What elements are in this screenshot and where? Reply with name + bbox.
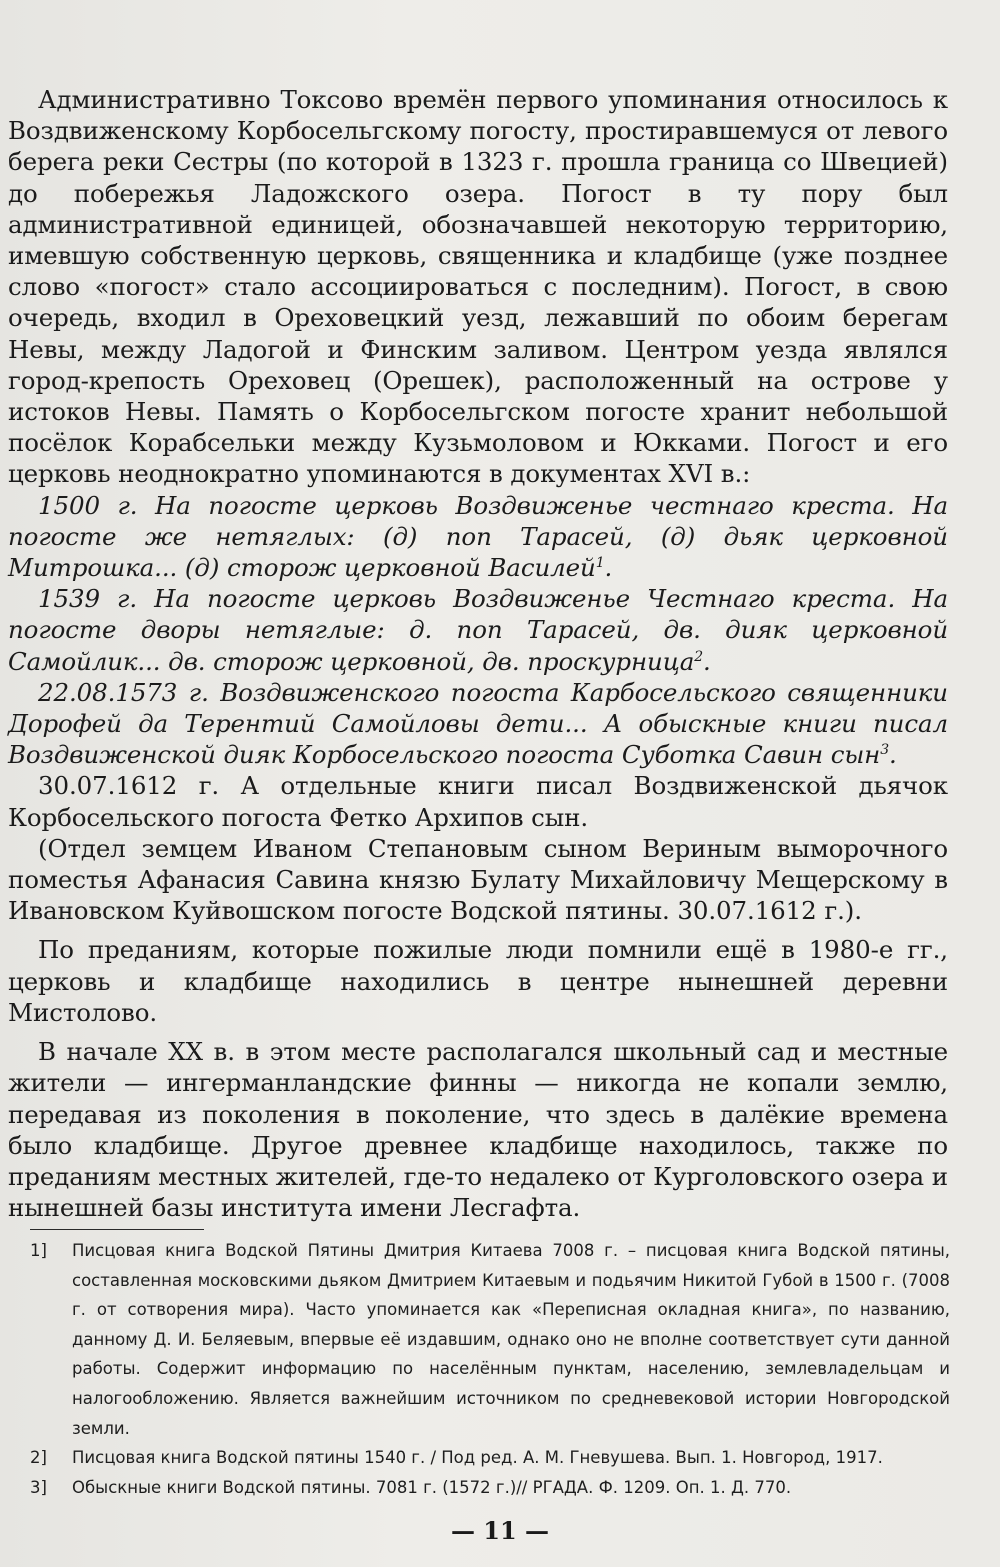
footnotes (30, 1236, 950, 1502)
footnote-text: Обыскные книги Водской пятины. 7081 г. (1572 г.)// РГАДА. Ф. 1209. Оп. 1. Д. 770. (72, 1477, 792, 1497)
footnote-3 (30, 1473, 950, 1503)
citation-1500: 1500 г. На погосте церковь Воздвиженье честнаго креста. На погосте же нетяглых: (д) поп Тарасей, (д) дьяк церковной Митрошка... (д) сторож церковной Василей$^1$. (8, 490, 948, 583)
footnote-number: 1] (30, 1241, 47, 1260)
citation-text: 1539 г. На погосте церковь Воздвиженье Честнаго креста. На погосте дворы нетяглые: д. поп Тарасей, дв. дияк церковной Самойлик... дв. сторож церковной, дв. проскурница (8, 584, 948, 676)
main-text (8, 84, 948, 1223)
footnote-text: Писцовая книга Водской Пятины Дмитрия Китаева 7008 г. – писцовая книга Водской пятины, составленная московскими дьяком Дмитрием Китаевым и подьячим Никитой Губой в 1500 г. (7008 г. от сотворения мира). Часто упоминается как «Переписная окладная книга», по названию, данному Д. И. Беляевым, впервые её издавшим, однако оно не вполне соответствует сути данной работы. Содержит информацию по населённым пунктам, населению, землевладельцам и налогообложению. Является важнейшим источником по средневековой истории Новгородской земли. (72, 1241, 950, 1438)
citation-1539: 1539 г. На погосте церковь Воздвиженье Честнаго креста. На погосте дворы нетяглые: д. поп Тарасей, дв. дияк церковной Самойлик... дв. сторож церковной, дв. проскурница$^2$. (8, 584, 948, 676)
footnote-number: 2] (30, 1448, 47, 1468)
footnote-ref: 3 (880, 742, 890, 759)
citation-1573 (8, 677, 948, 771)
spacer (8, 926, 948, 934)
page-number: — 11 — (450, 1516, 550, 1545)
citation-end: . (889, 740, 897, 770)
spacer (8, 1028, 948, 1036)
paragraph-otdel: (Отдел земцем Иваном Степановым сыном Вериным выморочного поместья Афанасия Савина князю Булату Михайловичу Мещерскому в Ивановском Куйвошском погосте Водской пятины. 30.07.1612 г.). (8, 833, 948, 926)
paragraph-1612: 30.07.1612 г. А отдельные книги писал Воздвиженской дьячок Корбосельского погоста Фетко Архипов сын. (8, 771, 948, 832)
footnote-ref: 2 (694, 648, 704, 665)
footnote-divider (30, 1229, 204, 1230)
paragraph-xx-century: В начале XX в. в этом месте располагался школьный сад и местные жители — ингерманландские финны — никогда не копали землю, передавая из поколения в поколение, что здесь в далёкие времена было кладбище. Другое древнее кладбище находилось, также по преданиям местных жителей, где-то недалеко от Курголовского озера и нынешней базы института имени Лесгафта. (8, 1037, 948, 1223)
footnote-1 (30, 1236, 950, 1443)
footnote-ref: 1 (595, 555, 605, 572)
footnote-2 (30, 1443, 950, 1473)
citation-text: 1500 г. На погосте церковь Воздвиженье честнаго креста. На погосте же нетяглых: (д) поп Тарасей, (д) дьяк церковной Митрошка... (д) сторож церковной Василей (8, 490, 948, 583)
footnote-number: 3] (30, 1477, 47, 1497)
paragraph-legends: По преданиям, которые пожилые люди помнили ещё в 1980-е гг., церковь и кладбище находились в центре нынешней деревни Мистолово. (8, 935, 948, 1027)
citation-text: 22.08.1573 г. Воздвиженского погоста Карбосельского священники Дорофей да Терентий Самойловы дети... А обыскные книги писал Воздвиженской дияк Корбосельского погоста Суботка Савин сын (8, 677, 948, 770)
footnote-text: Писцовая книга Водской пятины 1540 г. / Под ред. А. М. Гневушева. Вып. 1. Новгород, 1917. (72, 1448, 883, 1468)
paragraph-intro: Административно Токсово времён первого упоминания относилось к Воздвиженскому Корбосельгскому погосту, простиравшемуся от левого берега реки Сестры (по которой в 1323 г. прошла граница со Швецией) до побережья Ладожского озера. Погост в ту пору был административной единицей, обозначавшей некоторую территорию, имевшую собственную церковь, священника и кладбище (уже позднее слово «погост» стало ассоциироваться с последним). Погост, в свою очередь, входил в Ореховецкий уезд, лежавший по обоим берегам Невы, между Ладогой и Финским заливом. Центром уезда являлся город-крепость Ореховец (Орешек), расположенный на острове у истоков Невы. Память о Корбосельгском погосте хранит небольшой посёлок Корабсельки между Кузьмоловом и Юкками. Погост и его церковь неоднократно упоминаются в документах XVI в.: (8, 85, 948, 489)
